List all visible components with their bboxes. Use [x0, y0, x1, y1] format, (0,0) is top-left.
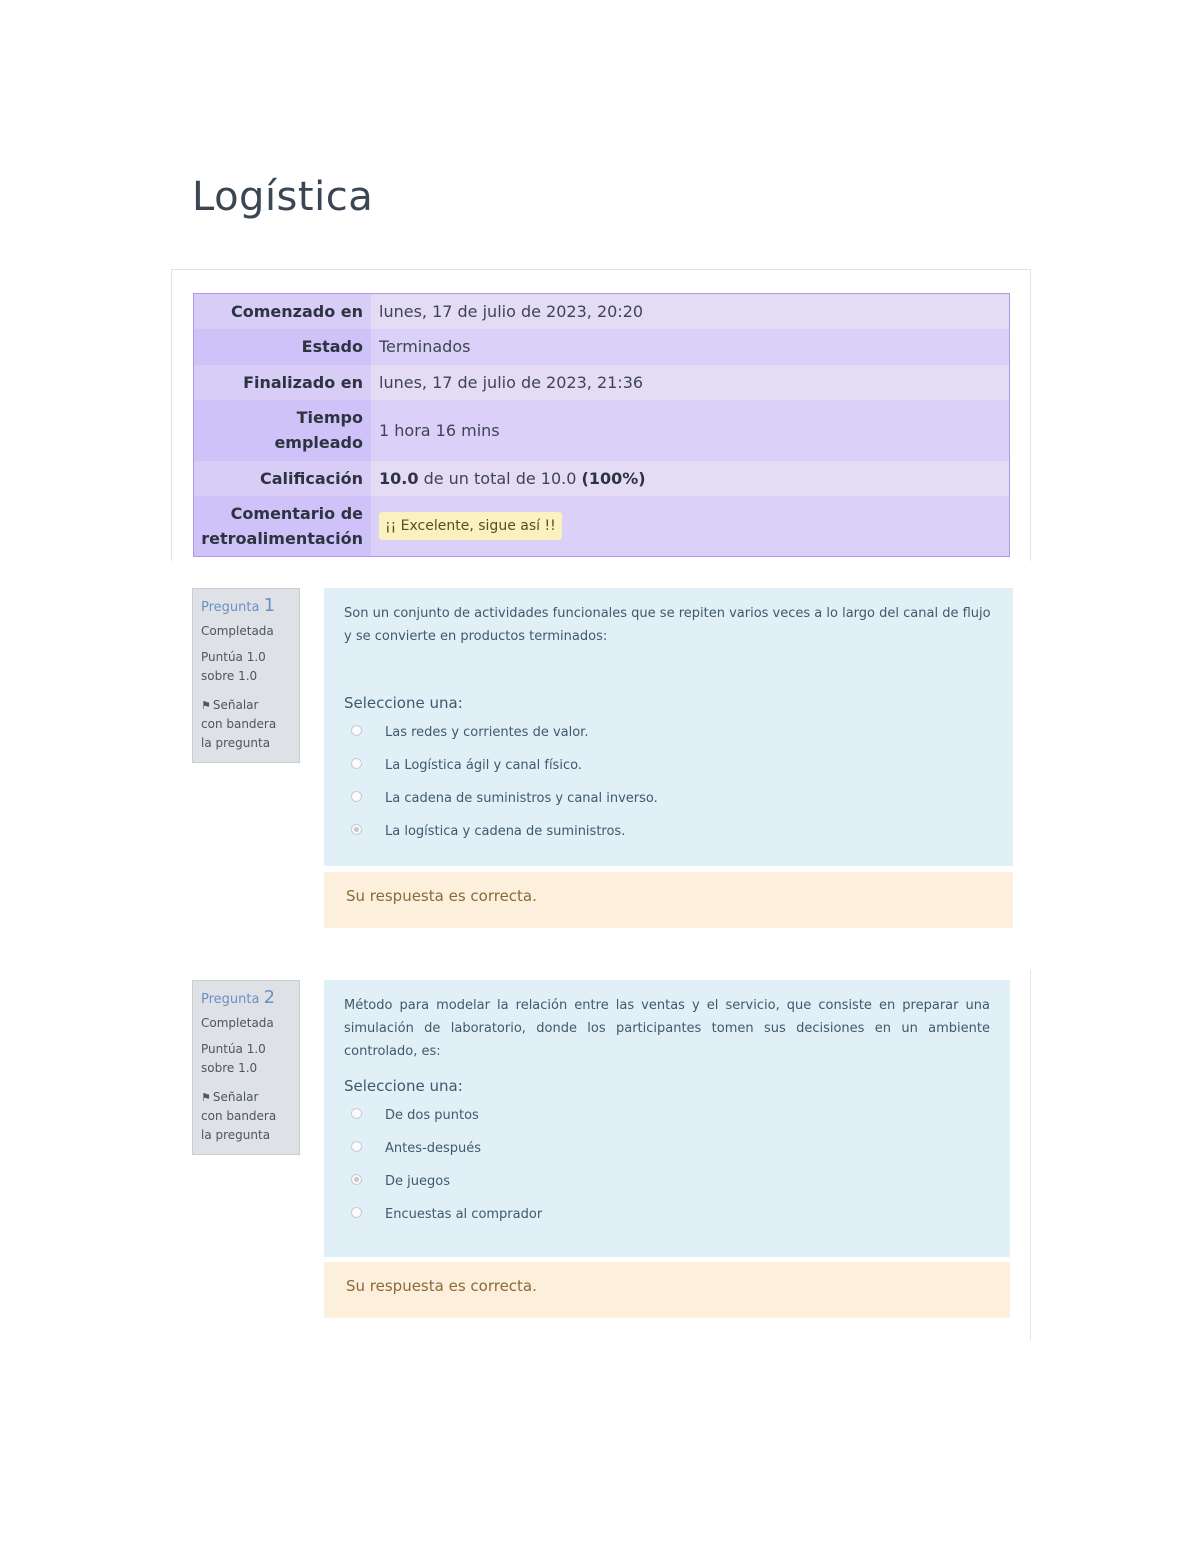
question-number-label: [201, 595, 291, 616]
summary-label: [194, 496, 372, 557]
answer-option[interactable]: [344, 815, 993, 848]
summary-value: lunes, 17 de julio de 2023, 21:36: [371, 365, 1010, 400]
flag-icon: ⚑: [201, 1091, 211, 1104]
summary-value: 1 hora 16 mins: [371, 400, 1010, 461]
flag-line: la pregunta: [201, 1128, 271, 1142]
answer-feedback: Su respuesta es correcta.: [324, 1262, 1010, 1318]
radio-button[interactable]: [351, 758, 362, 769]
summary-value: [371, 461, 1010, 496]
radio-button[interactable]: [351, 1108, 362, 1119]
answer-option[interactable]: [344, 716, 993, 749]
summary-value: lunes, 17 de julio de 2023, 20:20: [371, 294, 1010, 329]
page-title: Logística: [192, 174, 374, 220]
summary-label-line: Tiempo: [296, 408, 363, 427]
answer-label[interactable]: La logística y cadena de suministros.: [385, 824, 626, 839]
flag-line: con bandera: [201, 1109, 277, 1123]
question-state: Completada: [201, 1016, 274, 1030]
grade-total: de un total de 10.0: [418, 468, 582, 488]
summary-row-grade: [194, 461, 1010, 496]
radio-button-selected[interactable]: [351, 824, 362, 835]
answer-prompt: Seleccione una:: [344, 694, 463, 712]
question-number-label: [201, 987, 291, 1008]
answer-label[interactable]: La Logística ágil y canal físico.: [385, 758, 582, 773]
question-number: 1: [263, 595, 276, 616]
radio-button[interactable]: [351, 791, 362, 802]
answer-label[interactable]: Las redes y corrientes de valor.: [385, 725, 589, 740]
flag-line: Señalar: [212, 1090, 259, 1104]
flag-line: con bandera: [201, 717, 277, 731]
question-info-2: [192, 980, 300, 1155]
summary-row-started: [194, 294, 1010, 329]
question-number: 2: [263, 987, 276, 1008]
content-divider: [1030, 970, 1031, 1340]
grade-percent: (100%): [581, 468, 646, 488]
grade-line: Puntúa 1.0: [201, 1042, 266, 1056]
summary-row-time-taken: [194, 400, 1010, 461]
question-prefix: Pregunta: [201, 600, 260, 615]
grade-line: sobre 1.0: [201, 1061, 258, 1075]
flag-question-link[interactable]: [201, 1088, 291, 1145]
answer-label[interactable]: La cadena de suministros y canal inverso.: [385, 791, 658, 806]
answer-label[interactable]: Antes-después: [385, 1141, 481, 1156]
answer-option[interactable]: [344, 1132, 990, 1165]
radio-button[interactable]: [351, 1207, 362, 1218]
answer-feedback: Su respuesta es correcta.: [324, 872, 1013, 928]
question-grade: [201, 1040, 291, 1078]
summary-row-feedback: [194, 496, 1010, 557]
flag-line: Señalar: [212, 698, 259, 712]
summary-value: [371, 496, 1010, 557]
summary-label: Estado: [194, 329, 372, 365]
flag-line: la pregunta: [201, 736, 271, 750]
question-state: Completada: [201, 624, 274, 638]
answer-label[interactable]: Encuestas al comprador: [385, 1207, 543, 1222]
radio-button[interactable]: [351, 725, 362, 736]
summary-label: Calificación: [194, 461, 372, 496]
question-grade: [201, 648, 291, 686]
summary-row-state: [194, 329, 1010, 365]
grade-line: sobre 1.0: [201, 669, 258, 683]
radio-button-selected[interactable]: [351, 1174, 362, 1185]
summary-label-line: retroalimentación: [201, 528, 363, 548]
answer-option[interactable]: [344, 749, 993, 782]
summary-row-completed: [194, 365, 1010, 400]
summary-label-line: empleado: [274, 433, 363, 452]
answer-option[interactable]: [344, 1198, 990, 1231]
question-info-1: [192, 588, 300, 763]
flag-icon: ⚑: [201, 699, 211, 712]
summary-value: Terminados: [371, 329, 1010, 365]
answer-option[interactable]: [344, 1099, 990, 1132]
grade-line: Puntúa 1.0: [201, 650, 266, 664]
answer-option[interactable]: [344, 1165, 990, 1198]
question-content-1: [324, 588, 1013, 866]
summary-label: Finalizado en: [194, 365, 372, 400]
answer-label[interactable]: De juegos: [385, 1174, 450, 1189]
grade-score: 10.0: [379, 468, 419, 488]
question-content-2: [324, 980, 1010, 1257]
answer-label[interactable]: De dos puntos: [385, 1108, 479, 1123]
answer-option[interactable]: [344, 782, 993, 815]
summary-label: [194, 400, 372, 461]
flag-question-link[interactable]: [201, 696, 291, 753]
attempt-summary-table: [193, 293, 1010, 557]
summary-label-line: Comentario de: [230, 503, 363, 523]
question-text: Son un conjunto de actividades funcionales que se repiten varios veces a lo largo del canal de flujo y se convierte en productos terminados:: [344, 606, 991, 644]
summary-label: Comenzado en: [194, 294, 372, 329]
question-prefix: Pregunta: [201, 992, 260, 1007]
question-text: Método para modelar la relación entre las ventas y el servicio, que consiste en preparar una simulación de laboratorio, donde los participantes tomen sus decisiones en un ambiente controlado, es:: [344, 998, 990, 1059]
radio-button[interactable]: [351, 1141, 362, 1152]
feedback-badge: ¡¡ Excelente, sigue así !!: [379, 512, 562, 540]
answer-prompt: Seleccione una:: [344, 1077, 463, 1095]
